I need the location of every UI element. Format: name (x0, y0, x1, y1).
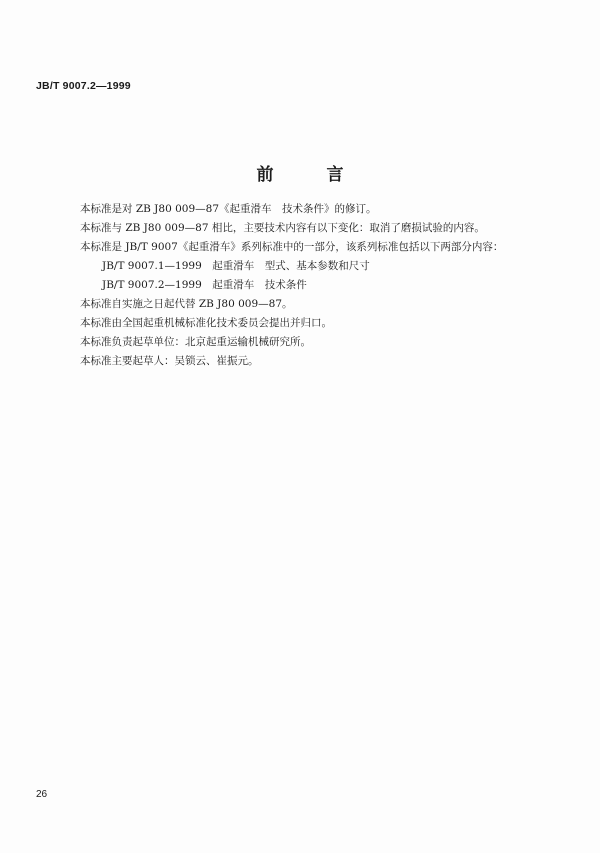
foreword-body (80, 200, 550, 371)
paragraph-series: 本标准是 JB/T 9007《起重滑车》系列标准中的一部分，该系列标准包括以下两部分内容： (80, 241, 504, 253)
paragraph-drafting-unit: 本标准负责起草单位：北京起重运输机械研究所。 (80, 336, 311, 348)
paragraph-replaces: 本标准自实施之日起代替 ZB J80 009—87。 (80, 298, 293, 310)
paragraph-changes: 本标准与 ZB J80 009—87 相比，主要技术内容有以下变化：取消了磨损试验的内容。 (80, 222, 485, 234)
paragraph-proposer: 本标准由全国起重机械标准化技术委员会提出并归口。 (80, 317, 332, 329)
series-part-2: JB/T 9007.2—1999 起重滑车 技术条件 (102, 279, 307, 291)
page-number: 26 (36, 789, 48, 800)
paragraph-revision: 本标准是对 ZB J80 009—87《起重滑车 技术条件》的修订。 (80, 203, 377, 215)
standard-code: JB/T 9007.2—1999 (36, 80, 131, 92)
series-part-1: JB/T 9007.1—1999 起重滑车 型式、基本参数和尺寸 (102, 260, 370, 272)
page-title: 前 言 (256, 165, 362, 185)
paragraph-drafters: 本标准主要起草人：吴锁云、崔振元。 (80, 355, 259, 367)
